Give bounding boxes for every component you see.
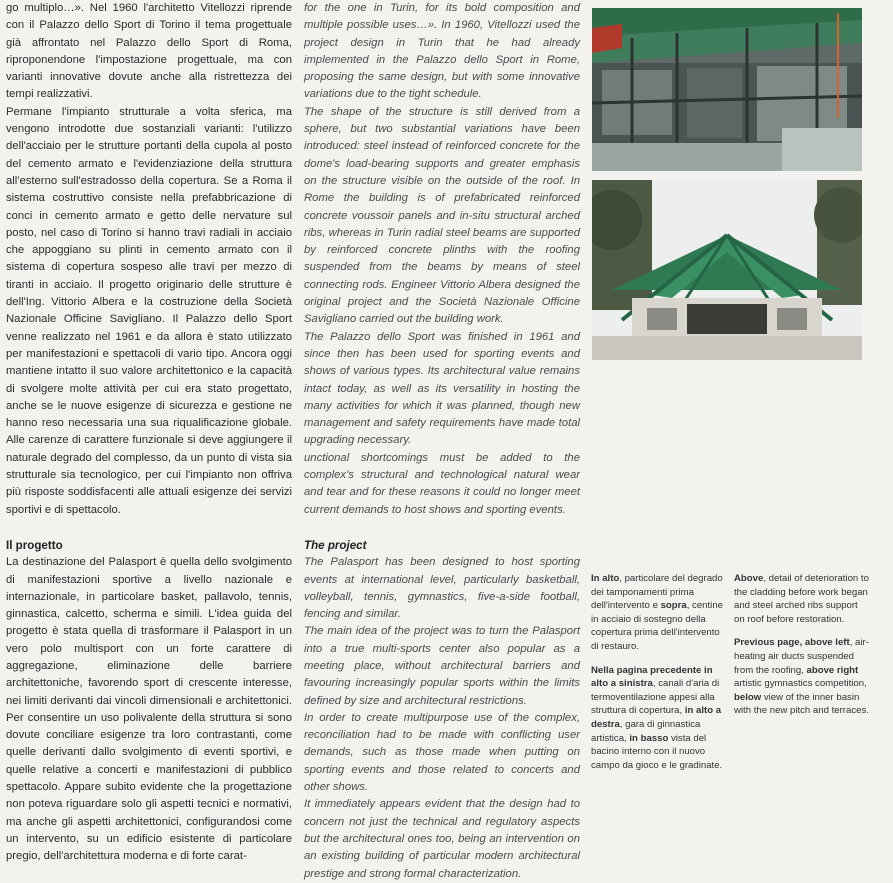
italian-project-paragraph: La destinazione del Palasport è quella dello svolgimento di manifestazioni sportive a livello nazionale e internazionale, in particolare basket, pallavolo, tennis, ginnastica, calcetto, scherma e simili. L'idea guida del progetto è stata quella di trasformare il Palasport in un vero polo multisport con un forte carattere di aggregazione, eliminazione delle barriere architettoniche, favorendo sport di crescente interesse, nei limiti derivanti dai vincoli dimensionali e architettonici. Per consentire un uso polivalente della struttura si sono dovute conciliare esigenze tra loro contrastanti, come quelle derivanti dallo svolgimento di eventi sportivi, e quelle relative a concerti e manifestazioni di pubblico spettacolo. Appare subito evidente che la progettazione non poteva riguardare solo gli aspetti tecnici e normativi, ma anche gli aspetti architettonici, configurandosi come un intervento, su un edificio esistente di particolare pregio, dell'architettura moderna e di forte carat- [6,556,292,863]
english-paragraph: for the one in Turin, for its bold composition and multiple possible uses…». In 1960, Vitellozzi used the project design in Turin that he had already implemented in the Palazzo dello Sport in Rome, proposing the same design, but with some innovative variations due to the tight schedule. [304,2,580,101]
english-project-paragraph: In order to create multipurpose use of the complex, reconciliation had to be made with conflicting user demands, such as those made when putting on sporting events and those related to concerts and other shows. [304,711,580,794]
caption-run: , centine in acciaio di sostegno della copertura prima dell'intervento di restauro. [591,600,723,652]
italian-heading: Il progetto [6,538,63,552]
caption-run: , detail of deterioration to the cladding before work began and steel arched ribs support on roof before restoration. [734,573,869,625]
caption-run: view of the inner basin with the new pitch and terraces. [734,691,869,717]
italian-captions [591,572,725,782]
caption-bold-run: in alto a destra [591,705,722,730]
caption-bold-run: Above [734,573,764,584]
caption-run: , canali d'aria di termoventilazione appesi alla struttura di copertura, [591,678,720,717]
caption-bold-run: below [734,691,762,703]
italian-column [6,0,292,866]
english-paragraph: unctional shortcomings must be added to the complex's structural and technological natural wear and tear and for these reasons it could no longer meet current demands to host shows and sporting events. [304,451,580,516]
italian-paragraph: go multiplo…». Nel 1960 l'architetto Vitellozzi riprende con il Palazzo dello Sport di Torino il tema progettuale già affrontato nel Palazzo dello Sport di Roma, riproponendone l'impostazione progettuale, ma con varianti innovative dovute anche alla ristrettezza dei tempi realizzativi. [6,2,292,101]
english-project-paragraph: It immediately appears evident that the design had to concern not just the technical and regulatory aspects but the architectural ones too, being an intervention on an existing building of particular modern architectural prestige and strong formal characterization. [304,798,580,880]
caption-bold-run: Previous page, above left [734,637,850,649]
cladding-detail-photo [592,8,862,171]
photo-caption [591,572,725,654]
english-paragraph: The shape of the structure is still derived from a sphere, but two substantial variations have been introduced: steel instead of reinforced concrete for the dome's load-bearing supports and greater emphasis on the structure visible on the outside of the roof. In Rome the building is of prefabricated reinforced concrete voussoir panels and in-situ structural arched ribs, whereas in Turin radial steel beams are supported by reinforced concrete plinths with the roofing suspended from the beams by means of steel connecting rods. Engineer Vittorio Albera designed the original project and the Società Nazionale Officine Savigliano carried out the building work. [304,105,580,326]
english-project-paragraph: The main idea of the project was to turn the Palasport into a true multi-sports center also popular as a meeting place, without architectural barriers and favouring increasingly popular sports within the limits defined by size and architectural restrictions. [304,625,580,707]
english-project-paragraph: The Palasport has been designed to host sporting events at international level, particularly basketball, volleyball, tennis, gymnastics, five-a-side football, fencing and similar. [304,556,580,621]
caption-run: artistic gymnastics competition, [734,678,867,690]
caption-run: , gara di ginnastica artistica, [591,718,701,744]
photo-caption [591,664,725,773]
caption-run: , particolare del degrado dei tamponamenti prima dell'intervento e [591,573,723,612]
arched-ribs-exterior-photo [592,180,862,360]
english-paragraph: The Palazzo dello Sport was finished in 1961 and since then has been used for sporting events and shows of various types. Its architectural value remains intact today, as well as its versatility in hosting the many activities for which it was planned, though new management and safety requirements have made total upgrading necessary. [304,330,580,447]
english-column [304,0,580,883]
english-captions [734,572,869,728]
italian-paragraph: Permane l'impianto strutturale a volta sferica, ma vengono introdotte due sostanziali varianti: l'utilizzo dell'acciaio per le strutture portanti della cupola al posto del cemento armato e l'evidenziazione della struttura all'esterno sull'estradosso della copertura. Se a Roma il sistema costruttivo consiste nella prefabbricazione di conci in cemento armato e getto delle nervature sul posto, nel caso di Torino si hanno travi radiali in acciaio che appoggiano su plinti in cemento armato con il sistema di copertura sospeso alle travi per mezzo di tiranti in acciaio. Il progetto originario delle strutture è dell'Ing. Vittorio Albera e la costruzione della Società Nazionale Officine Savigliano. Il Palazzo dello Sport venne realizzato nel 1961 e da allora è stato utilizzato per manifestazioni e spettacoli di vario tipo. Ancora oggi mantiene intatto il suo valore architettonico e la capacità di svolgere molte attività per cui era stato progettato, anche se le nuove esigenze di sicurezza e gestione ne hanno reso necessaria una sua riqualificazione globale. Alle carenze di carattere funzionale si deve aggiungere il naturale degrado del complesso, da un punto di vista sia strutturale sia tecnologico, per cui l'impianto non offriva più risposte soddisfacenti alle attuali esigenze dei servizi sportivi e di spettacolo. [6,105,292,516]
caption-bold-run: in basso [629,732,669,744]
english-heading: The project [304,538,367,552]
caption-bold-run: In alto [591,573,620,584]
caption-run: vista del bacino interno con il nuovo campo da gioco e le gradinate. [591,732,723,771]
photo-caption [734,636,869,718]
caption-bold-run: above right [806,664,859,676]
caption-run: , air-heating air ducts suspended from the roofing, [734,637,869,676]
photo-caption [734,572,869,626]
caption-bold-run: sopra [660,600,687,612]
caption-bold-run: Nella pagina precedente in alto a sinistra [591,664,713,690]
